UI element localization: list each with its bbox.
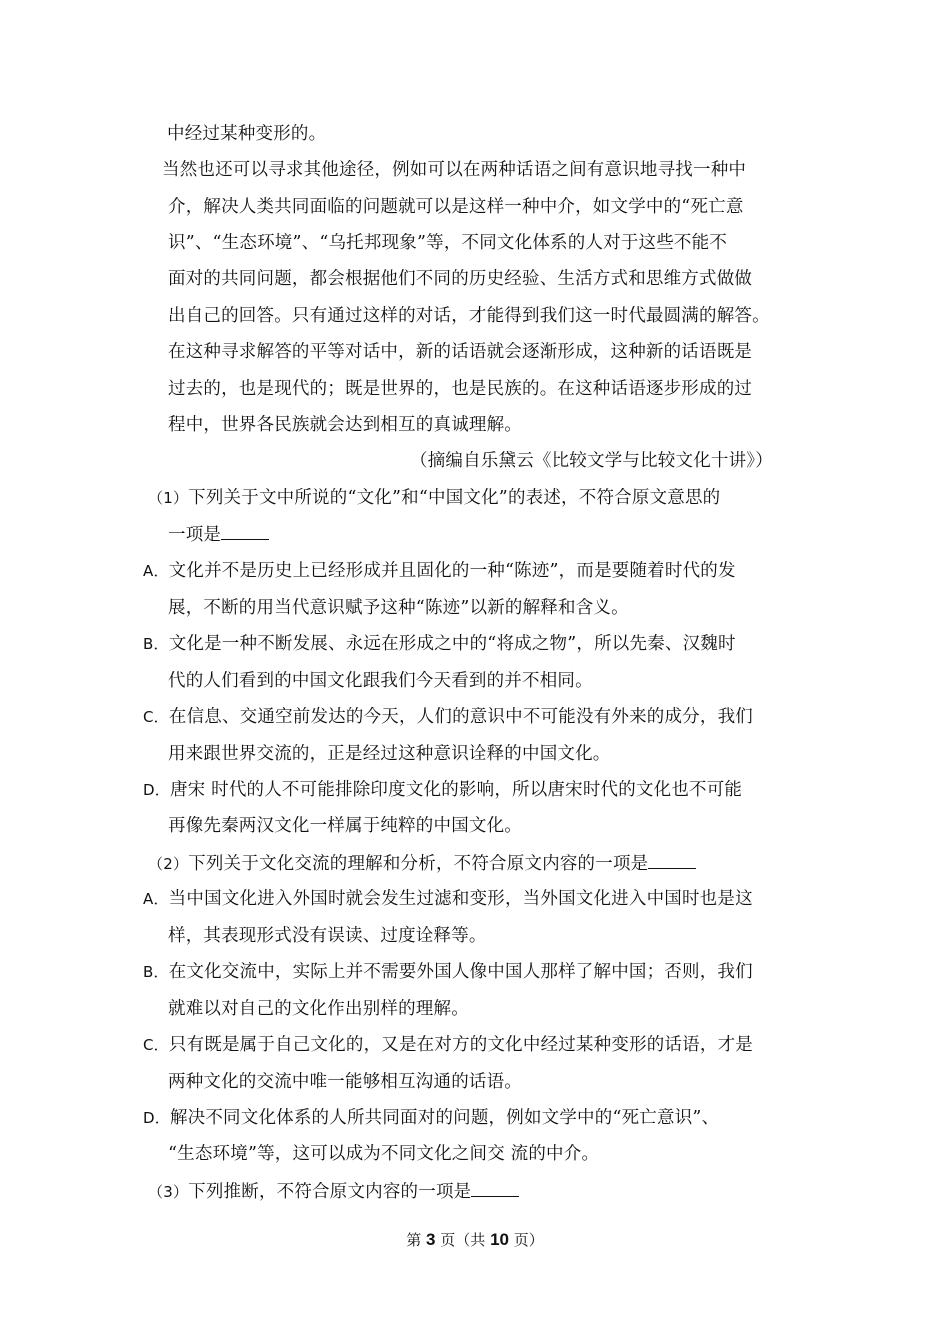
question-number: （3） (148, 1183, 189, 1201)
option-text-cont: 用来跟世界交流的，正是经过这种意识诠释的中国文化。 (168, 744, 611, 764)
option-c (143, 706, 753, 728)
footer-prefix: 第 (406, 1231, 422, 1249)
option-text-cont: 展，不断的用当代意识赋予这种“陈迹”以新的解释和含义。 (168, 598, 629, 618)
option-text: 文化是一种不断发展、永远在形成之中的“将成之物”，所以先秦、汉魏时 (168, 634, 736, 654)
option-label: B． (143, 963, 169, 981)
footer-middle: 页（共 (440, 1231, 486, 1249)
option-text-cont: 样，其表现形式没有误读、过度诠释等。 (168, 926, 487, 946)
question-stem (148, 1180, 519, 1203)
option-text: 文化并不是历史上已经形成并且固化的一种“陈迹”，而是要随着时代的发 (168, 561, 736, 581)
question-number: （2） (148, 855, 189, 873)
option-text-cont: 就难以对自己的文化作出别样的理解。 (168, 999, 469, 1019)
passage-line: 当然也还可以寻求其他途径，例如可以在两种话语之间有意识地寻找一种中 (162, 160, 747, 180)
footer-suffix: 页） (513, 1231, 544, 1249)
option-text: 解决不同文化体系的人所共同面对的问题，例如文学中的“死亡意识”、 (169, 1108, 720, 1128)
option-text-cont: “生态环境”等，这可以成为不同文化之间交 流的中介。 (168, 1144, 600, 1164)
total-pages-number: 10 (490, 1230, 509, 1249)
attribution: （摘编自乐黛云《比较文学与比较文化十讲》） (410, 451, 773, 471)
question-text: 一项是 (168, 525, 222, 545)
option-c (143, 1034, 753, 1056)
passage-line: 中经过某种变形的。 (167, 124, 327, 144)
question-stem-cont (168, 523, 269, 546)
passage-line: 过去的，也是现代的；既是世界的，也是民族的。在这种话语逐步形成的过 (168, 379, 753, 399)
passage-line: 面对的共同问题，都会根据他们不同的历史经验、生活方式和思维方式做做 (168, 269, 753, 289)
option-label: D． (143, 781, 170, 799)
question-stem (148, 487, 720, 509)
option-a (143, 560, 736, 582)
answer-blank[interactable] (648, 852, 696, 869)
question-text: 下列关于文化交流的理解和分析，不符合原文内容的一项是 (188, 854, 649, 874)
option-text: 只有既是属于自己文化的，又是在对方的文化中经过某种变形的话语，才是 (168, 1035, 753, 1055)
page-footer (0, 1229, 950, 1250)
option-label: A． (143, 562, 169, 580)
option-label: A． (143, 890, 169, 908)
option-text-cont: 两种文化的交流中唯一能够相互沟通的话语。 (168, 1072, 522, 1092)
option-d (143, 1107, 719, 1129)
option-b (143, 961, 753, 983)
option-text: 在文化交流中，实际上并不需要外国人像中国人那样了解中国；否则，我们 (168, 962, 753, 982)
option-d (143, 779, 742, 801)
question-number: （1） (148, 489, 189, 507)
option-a (143, 888, 753, 910)
option-text: 唐宋 时代的人不可能排除印度文化的影响，所以唐宋时代的文化也不可能 (169, 780, 743, 800)
passage-line: 在这种寻求解答的平等对话中，新的话语就会逐渐形成，这种新的话语既是 (168, 342, 753, 362)
question-text: 下列推断，不符合原文内容的一项是 (188, 1182, 472, 1202)
answer-blank[interactable] (221, 523, 269, 540)
passage-line: 程中，世界各民族就会达到相互的真诚理解。 (168, 415, 522, 435)
passage-line: 介，解决人类共同面临的问题就可以是这样一种中介，如文学中的“死亡意 (168, 197, 744, 217)
option-label: C． (143, 1036, 169, 1054)
option-text-cont: 代的人们看到的中国文化跟我们今天看到的并不相同。 (168, 671, 593, 691)
passage-line: 识”、“生态环境”、“乌托邦现象”等，不同文化体系的人对于这些不能不 (168, 233, 728, 253)
option-label: B． (143, 635, 169, 653)
option-label: D． (143, 1109, 170, 1127)
current-page-number: 3 (426, 1230, 436, 1249)
passage-line: 出自己的回答。只有通过这样的对话，才能得到我们这一时代最圆满的解答。 (168, 306, 770, 326)
option-text: 当中国文化进入外国时就会发生过滤和变形，当外国文化进入中国时也是这 (168, 889, 753, 909)
option-b (143, 633, 736, 655)
option-text: 在信息、交通空前发达的今天，人们的意识中不可能没有外来的成分，我们 (168, 707, 753, 727)
option-text-cont: 再像先秦两汉文化一样属于纯粹的中国文化。 (168, 816, 522, 836)
question-text: 下列关于文中所说的“文化”和“中国文化”的表述，不符合原文意思的 (188, 488, 721, 508)
option-label: C． (143, 708, 169, 726)
answer-blank[interactable] (471, 1180, 519, 1197)
question-stem (148, 852, 696, 875)
